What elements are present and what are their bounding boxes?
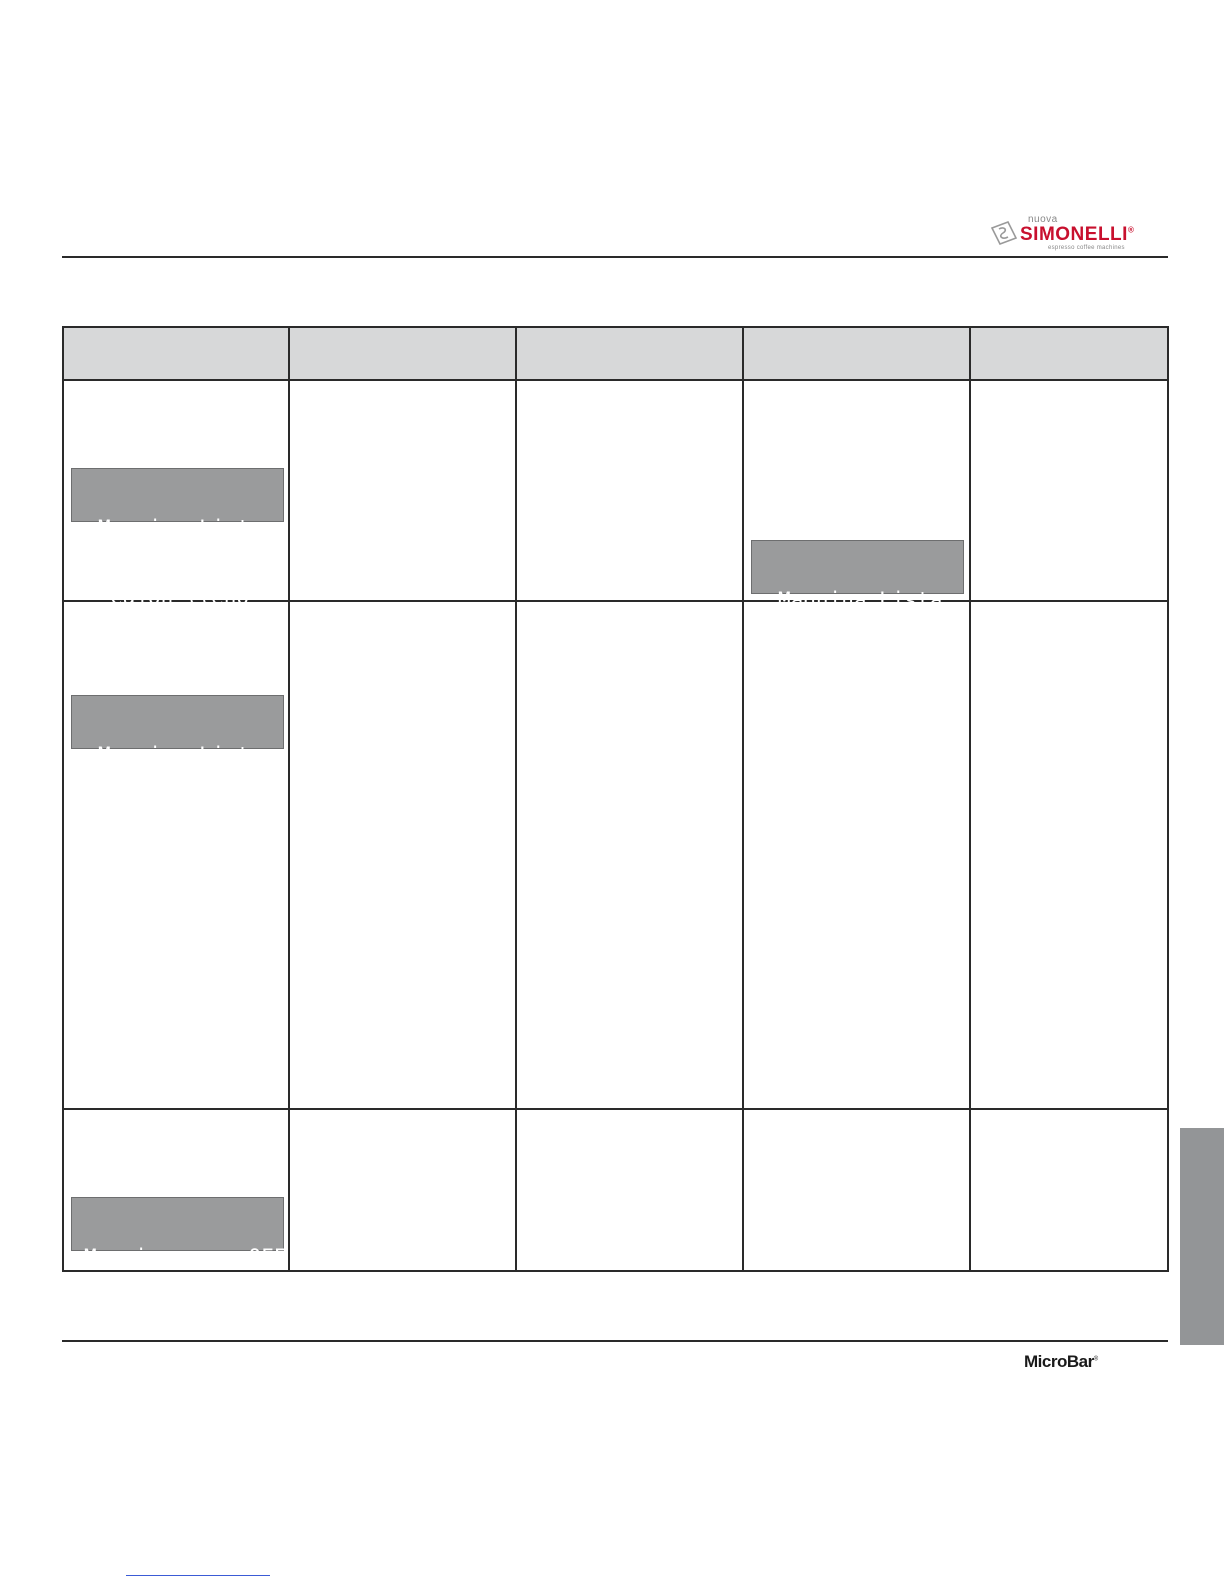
lcd-line: Cajon lleno xyxy=(110,585,250,609)
footer-registered-mark: ® xyxy=(1093,1356,1098,1363)
lcd-line: Maquina OFF xyxy=(84,1245,287,1269)
logo-wordmark xyxy=(1020,224,1134,246)
lcd-line: Maquina Lista xyxy=(98,516,263,540)
link-underline xyxy=(126,1575,270,1576)
lcd-display xyxy=(71,695,284,836)
logo-nuova-text: nuova xyxy=(1028,214,1058,225)
lcd-line: Puerta Abierta xyxy=(90,1314,268,1338)
logo-name-text: SIMONELLI xyxy=(1020,224,1128,245)
header-rule xyxy=(62,256,1168,258)
lcd-line: Cajon abierto xyxy=(778,657,943,681)
column-divider xyxy=(742,328,744,1270)
lcd-line: Cajon abierto xyxy=(98,812,263,836)
lcd-line: Maquina Lista xyxy=(778,588,943,612)
logo-registered-mark: ® xyxy=(1127,225,1135,235)
section-tab xyxy=(1180,1128,1224,1345)
column-divider xyxy=(969,328,971,1270)
lcd-display xyxy=(71,1197,287,1338)
lcd-display xyxy=(71,468,284,609)
footer-brand xyxy=(1024,1352,1098,1372)
brand-logo xyxy=(990,214,1170,254)
simonelli-mark-icon xyxy=(990,220,1018,246)
table-header-row xyxy=(64,328,1167,381)
footer-brand-text: MicroBar xyxy=(1024,1352,1094,1371)
row-divider xyxy=(64,1108,1167,1110)
logo-tagline: espresso coffee machines xyxy=(1048,245,1125,251)
lcd-display xyxy=(751,540,964,681)
troubleshooting-table xyxy=(62,326,1169,1338)
column-divider xyxy=(288,328,290,1270)
lcd-line: Maquina Lista xyxy=(98,743,263,767)
column-divider xyxy=(515,328,517,1270)
footer-rule xyxy=(62,1340,1168,1342)
